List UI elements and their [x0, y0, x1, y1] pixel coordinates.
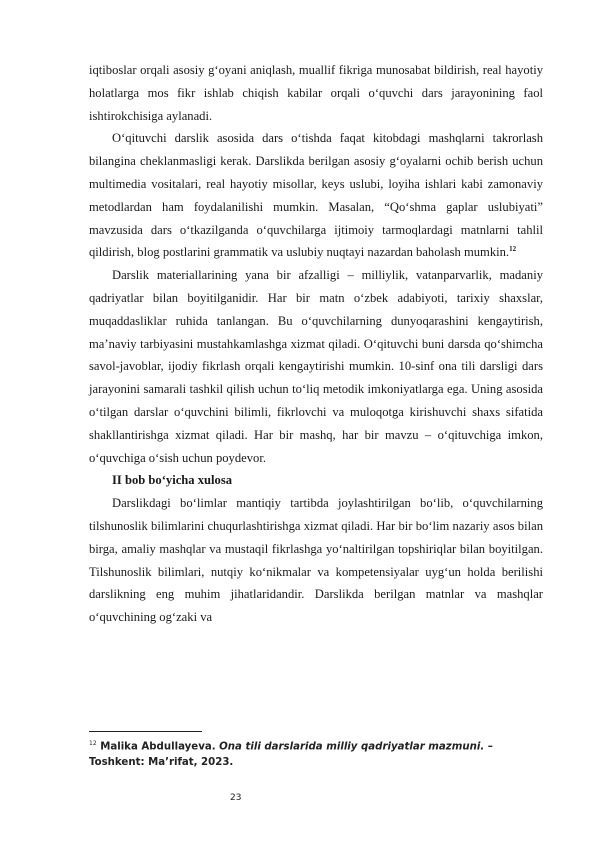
page-body	[89, 59, 543, 629]
paragraph-2	[89, 127, 543, 264]
footnote-author: Malika Abdullayeva.	[100, 741, 216, 753]
footnote-separator	[89, 731, 202, 732]
footnote-dash: –	[487, 741, 493, 753]
paragraph-3: Darslik materiallarining yana bir afzalligi – milliylik, vatanparvarlik, madaniy qadriyatlar bilan boyitilganidir. Har bir matn o‘zbek adabiyoti, tarixiy shaxslar, muqaddasliklar ruhida tanlangan. Bu o‘quvchilarning dunyoqarashini kengaytirish, ma’naviy tarbiyasini mustahkamlashga xizmat qiladi. O‘qituvchi buni darsda qo‘shimcha savol-javoblar, ijodiy fikrlash orqali kengaytirishi mumkin. 10-sinf ona tili darsligi dars jarayonini samarali tashkil qilish uchun to‘liq metodik imkoniyatlarga ega. Uning asosida o‘tilgan darslar o‘quvchini bilimli, fikrlovchi va muloqotga kirishuvchi shaxs sifatida shakllantirishga xizmat qiladi. Har bir mashq, har bir mavzu – o‘qituvchiga imkon, o‘quvchiga o‘sish uchun poydevor.	[89, 268, 543, 465]
paragraph-2-text: O‘qituvchi darslik asosida dars o‘tishda faqat kitobdagi mashqlarni takrorlash bilangina cheklanmasligi kerak. Darslikda berilgan asosiy g‘oyalarni ochib berish uchun multimedia vositalari, real hayotiy misollar, keys uslubi, loyiha ishlari kabi zamonaviy metodlardan ham foydalanilishi mumkin. Masalan, “Qo‘shma gaplar uslubiyati” mavzusida dars o‘tkazilganda o‘quvchilarga ijtimoiy tarmoqlardagi matnlarni tahlil qildirish, blog postlarini grammatik va uslubiy nuqtayi nazardan baholash mumkin.	[89, 131, 543, 260]
footnote-reference[interactable]: 12	[509, 245, 517, 254]
footnote-number: 12	[89, 740, 97, 747]
paragraph-1: iqtiboslar orqali asosiy g‘oyani aniqlash, muallif fikriga munosabat bildirish, real hayotiy holatlarga mos fikr ishlab chiqish kabilar orqali o‘quvchi dars jarayonining faol ishtirokchisiga aylanadi.	[89, 63, 543, 123]
section-heading: II bob bo‘yicha xulosa	[112, 473, 233, 488]
footnote	[89, 736, 543, 771]
footnote-imprint: Toshkent: Ma’rifat, 2023.	[89, 757, 234, 769]
page-number: 23	[230, 793, 242, 803]
footnote-title: Ona tili darslarida milliy qadriyatlar mazmuni.	[219, 741, 485, 753]
paragraph-4: Darslikdagi bo‘limlar mantiqiy tartibda joylashtirilgan bo‘lib, o‘quvchilarning tilshunoslik bilimlarini chuqurlashtirishga xizmat qiladi. Har bir bo‘lim nazariy asos bilan birga, amaliy mashqlar va mustaqil fikrlashga yo‘naltirilgan topshiriqlar bilan boyitilgan. Tilshunoslik bilimlari, nutqiy ko‘nikmalar va kompetensiyalar uyg‘un holda berilishi darslikning eng muhim jihatlaridandir. Darslikda berilgan matnlar va mashqlar o‘quvchining og‘zaki va	[89, 496, 543, 625]
